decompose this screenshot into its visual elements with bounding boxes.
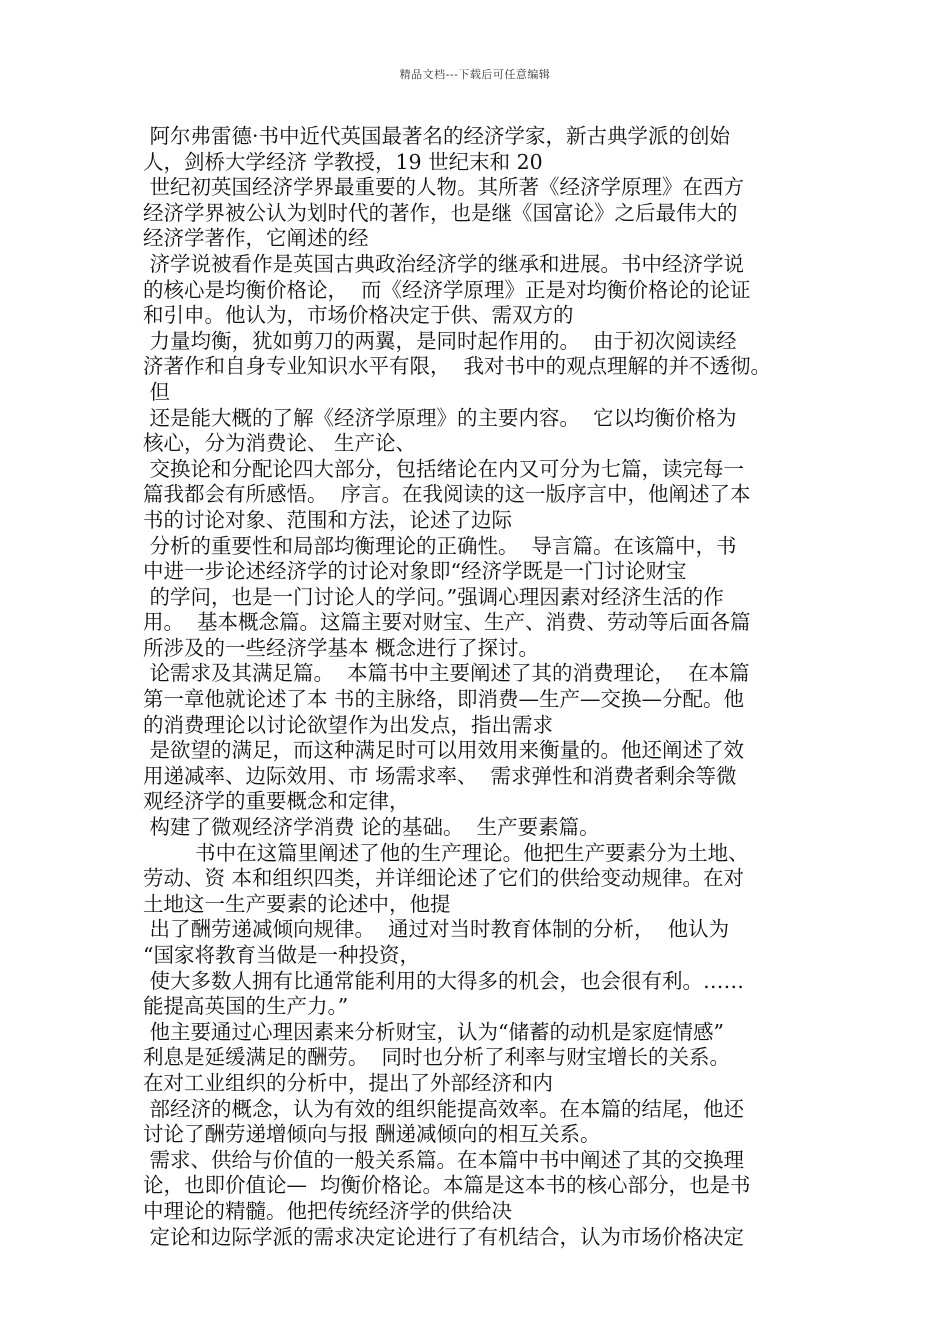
text-line: 土地这一生产要素的论述中，他提 — [143, 891, 451, 916]
text-line: 的核心是均衡价格论， 而《经济学原理》正是对均衡价格论的论证 — [143, 277, 751, 302]
text-line: 但 — [143, 379, 171, 404]
text-line: 论，也即价值论— 均衡价格论。本篇是这本书的核心部分，也是书 — [143, 1173, 751, 1198]
text-line: 用递减率、边际效用、市 场需求率、 需求弹性和消费者剩余等微 — [143, 763, 737, 788]
text-line: 力量均衡，犹如剪刀的两翼，是同时起作用的。 由于初次阅读经 — [143, 328, 737, 353]
text-line: 出了酬劳递减倾向规律。 通过对当时教育体制的分析， 他认为 — [143, 917, 730, 942]
text-line: 的消费理论以讨论欲望作为出发点，指出需求 — [143, 712, 553, 737]
text-line: 劳动、资 本和组织四类，并详细论述了它们的供给变动规律。在对 — [143, 866, 745, 891]
text-line: 讨论了酬劳递增倾向与报 酬递减倾向的相互关系。 — [143, 1122, 601, 1147]
text-line: 利息是延缓满足的酬劳。 同时也分析了利率与财宝增长的关系。 — [143, 1045, 731, 1070]
text-line: 阿尔弗雷德·书中近代英国最著名的经济学家，新古典学派的创始 — [143, 124, 731, 148]
text-line: 篇我都会有所感悟。 序言。在我阅读的这一版序言中，他阐述了本 — [143, 482, 751, 507]
text-line: 书的讨论对象、范围和方法，论述了边际 — [143, 507, 512, 532]
text-line: 济学说被看作是英国古典政治经济学的继承和进展。书中经济学说 — [143, 251, 745, 276]
text-line: 用。 基本概念篇。这篇主要对财宝、生产、消费、劳动等后面各篇 — [143, 610, 751, 635]
text-line: 使大多数人拥有比通常能利用的大得多的机会，也会很有利。…… — [143, 968, 745, 993]
text-line: 中进一步论述经济学的讨论对象即“经济学既是一门讨论财宝 — [143, 559, 687, 584]
text-line: 和引申。他认为，市场价格决定于供、需双方的 — [143, 303, 574, 328]
text-line: 世纪初英国经济学界最重要的人物。其所著《经济学原理》在西方 — [143, 175, 745, 200]
text-line: 中理论的精髓。他把传统经济学的供给决 — [143, 1198, 512, 1223]
body-text — [143, 124, 823, 1250]
text-line: 交换论和分配论四大部分，包括绪论在内又可分为七篇，读完每一 — [143, 456, 745, 481]
page-header: 精品文档---下载后可任意编辑 — [399, 68, 551, 81]
text-line: 的学问，也是一门讨论人的学问。”强调心理因素对经济生活的作 — [143, 584, 724, 609]
text-line: 是欲望的满足，而这种满足时可以用效用来衡量的。他还阐述了效 — [143, 738, 745, 763]
text-line: 需求、供给与价值的一般关系篇。在本篇中书中阐述了其的交换理 — [143, 1147, 745, 1172]
text-line: 人，剑桥大学经济 学教授，19 世纪末和 20 — [143, 149, 543, 174]
text-line: 经济学界被公认为划时代的著作，也是继《国富论》之后最伟大的 — [143, 200, 738, 225]
text-line: 所涉及的一些经济学基本 概念进行了探讨。 — [143, 635, 540, 660]
text-line: 定论和边际学派的需求决定论进行了有机结合，认为市场价格决定 — [143, 1224, 745, 1249]
text-line: 经济学著作，它阐述的经 — [143, 226, 369, 251]
text-line: 济著作和自身专业知识水平有限， 我对书中的观点理解的并不透彻。 — [143, 354, 772, 379]
text-line: 能提高英国的生产力。” — [143, 994, 349, 1019]
text-line: 书中在这篇里阐述了他的生产理论。他把生产要素分为土地、 — [143, 840, 749, 865]
text-line: 论需求及其满足篇。 本篇书中主要阐述了其的消费理论， 在本篇 — [143, 661, 750, 686]
text-line: 构建了微观经济学消费 论的基础。 生产要素篇。 — [143, 815, 600, 840]
text-line: “国家将教育当做是一种投资， — [143, 943, 420, 967]
text-line: 分析的重要性和局部均衡理论的正确性。 导言篇。在该篇中，书 — [143, 533, 737, 558]
text-line: 第一章他就论述了本 书的主脉络，即消费—生产—交换—分配。他 — [143, 687, 745, 712]
text-line: 部经济的概念，认为有效的组织能提高效率。在本篇的结尾，他还 — [143, 1096, 745, 1121]
text-line: 观经济学的重要概念和定律， — [143, 789, 410, 814]
text-line: 还是能大概的了解《经济学原理》的主要内容。 它以均衡价格为 — [143, 405, 737, 430]
text-line: 在对工业组织的分析中，提出了外部经济和内 — [143, 1070, 553, 1095]
text-line: 核心，分为消费论、 生产论、 — [143, 431, 417, 456]
text-line: 他主要通过心理因素来分析财宝，认为“储蓄的动机是家庭情感” — [143, 1019, 724, 1044]
